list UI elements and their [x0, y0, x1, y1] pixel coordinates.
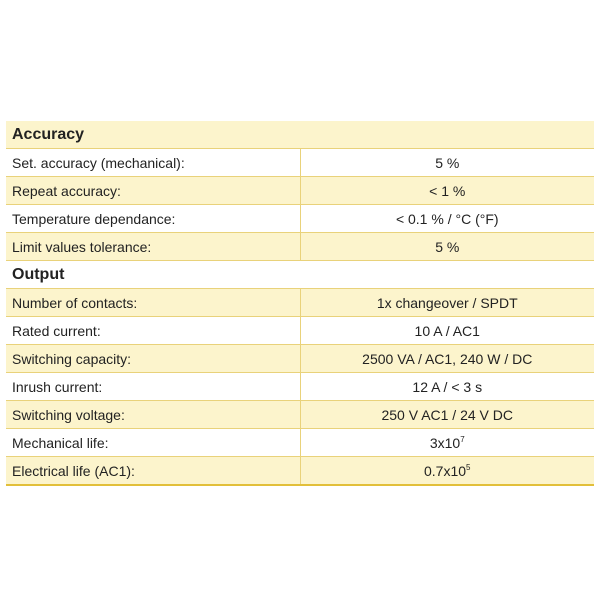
row-value	[300, 457, 594, 486]
table-row	[6, 233, 594, 261]
table-row	[6, 149, 594, 177]
value-base: 3x10	[429, 434, 461, 451]
row-value: 1x changeover / SPDT	[300, 289, 594, 317]
row-label: Set. accuracy (mechanical):	[6, 149, 300, 177]
value-exponent: 5	[466, 462, 471, 472]
table-row	[6, 345, 594, 373]
row-value: < 1 %	[300, 177, 594, 205]
row-label: Switching capacity:	[6, 345, 300, 373]
table-row	[6, 429, 594, 457]
row-label: Electrical life (AC1):	[6, 457, 300, 486]
row-label: Mechanical life:	[6, 429, 300, 457]
row-label: Inrush current:	[6, 373, 300, 401]
row-value: < 0.1 % / °C (°F)	[300, 205, 594, 233]
row-value: 12 A / < 3 s	[300, 373, 594, 401]
table-row	[6, 177, 594, 205]
section-header-output	[6, 261, 594, 289]
row-value: 5 %	[300, 149, 594, 177]
value-base: 0.7x10	[424, 462, 467, 479]
row-label: Rated current:	[6, 317, 300, 345]
row-label: Temperature dependance:	[6, 205, 300, 233]
spec-table	[6, 121, 594, 486]
row-label: Number of contacts:	[6, 289, 300, 317]
section-title: Accuracy	[6, 121, 594, 149]
table-row	[6, 289, 594, 317]
table-row	[6, 373, 594, 401]
section-title: Output	[6, 261, 594, 289]
row-label: Limit values tolerance:	[6, 233, 300, 261]
row-value: 5 %	[300, 233, 594, 261]
row-label: Switching voltage:	[6, 401, 300, 429]
table-row	[6, 457, 594, 486]
row-value	[300, 429, 594, 457]
row-value: 250 V AC1 / 24 V DC	[300, 401, 594, 429]
section-header-accuracy	[6, 121, 594, 149]
table-row	[6, 401, 594, 429]
row-label: Repeat accuracy:	[6, 177, 300, 205]
table-row	[6, 317, 594, 345]
table-row	[6, 205, 594, 233]
row-value: 2500 VA / AC1, 240 W / DC	[300, 345, 594, 373]
value-exponent: 7	[460, 434, 465, 444]
row-value: 10 A / AC1	[300, 317, 594, 345]
